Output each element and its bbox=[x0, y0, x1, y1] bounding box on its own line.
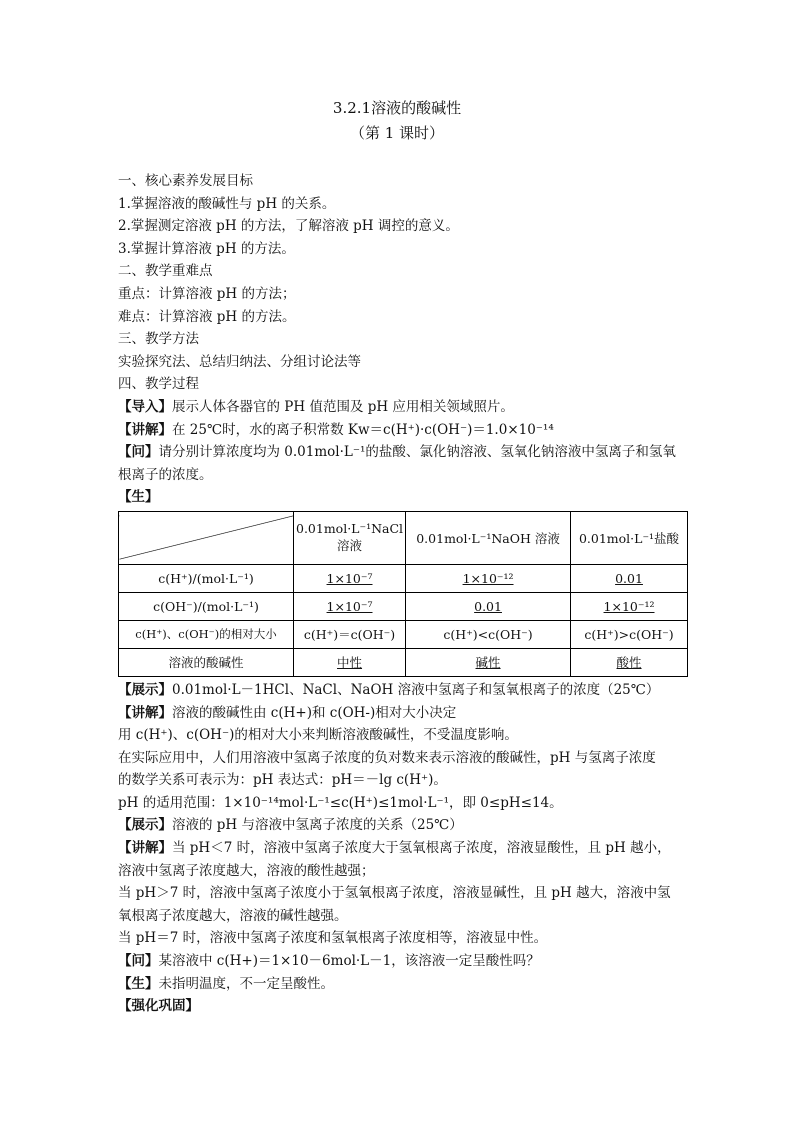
table-header: 0.01mol·L⁻¹NaOH 溶液 bbox=[406, 511, 571, 564]
table-cell: 1×10⁻⁷ bbox=[294, 592, 406, 620]
table-header: 0.01mol·L⁻¹盐酸 bbox=[571, 511, 688, 564]
table-cell: c(H⁺)<c(OH⁻) bbox=[406, 620, 571, 648]
text-line: 当 pH＞7 时，溶液中氢离子浓度小于氢氧根离子浓度，溶液显碱性，且 pH 越大，溶液中氢 bbox=[118, 885, 671, 902]
text-line: 1.掌握溶液的酸碱性与 pH 的关系。 bbox=[118, 195, 336, 212]
section-tag: 【展示】 bbox=[118, 817, 172, 834]
table-row bbox=[119, 564, 688, 592]
section-tag: 【生】 bbox=[118, 975, 159, 992]
section-text: 展示人体各器官的 PH 值范围及 pH 应用相关领域照片。 bbox=[172, 398, 514, 415]
section-daoru bbox=[118, 396, 688, 419]
page-subtitle: （第 1 课时） bbox=[349, 124, 445, 142]
concentration-table bbox=[118, 511, 688, 677]
section-tag: 【讲解】 bbox=[118, 704, 172, 721]
row-label: c(H⁺)、c(OH⁻)的相对大小 bbox=[119, 620, 294, 648]
document-body bbox=[118, 170, 688, 1018]
table-header-row bbox=[119, 511, 688, 564]
section-text: 0.01mol·L－1HCl、NaCl、NaOH 溶液中氢离子和氢氧根离子的浓度（25℃） bbox=[172, 681, 660, 698]
section-text: 未指明温度，不一定呈酸性。 bbox=[158, 975, 334, 992]
table-cell: 酸性 bbox=[571, 648, 688, 676]
section-sheng bbox=[118, 486, 688, 509]
table-cell: 碱性 bbox=[406, 648, 571, 676]
section-tag: 【强化巩固】 bbox=[118, 998, 199, 1015]
section-zhanshi bbox=[118, 679, 688, 702]
text-line: 一、核心素养发展目标 bbox=[118, 173, 253, 189]
text-line: 的数学关系可表示为：pH 表达式：pH＝－lg c(H⁺)。 bbox=[118, 772, 447, 789]
table-cell: 1×10⁻⁷ bbox=[294, 564, 406, 592]
table-cell: 1×10⁻¹² bbox=[406, 564, 571, 592]
section-text: 请分别计算浓度均为 0.01mol·L⁻¹的盐酸、氯化钠溶液、氢氧化钠溶液中氢离子和氢氧根离子的浓度。 bbox=[118, 444, 676, 483]
table-row bbox=[119, 592, 688, 620]
text-line: 难点：计算溶液 pH 的方法。 bbox=[118, 308, 296, 325]
text-line: 2.掌握测定溶液 pH 的方法，了解溶液 pH 调控的意义。 bbox=[118, 218, 459, 235]
table-row bbox=[119, 648, 688, 676]
text-line: 氧根离子浓度越大，溶液的碱性越强。 bbox=[118, 907, 348, 924]
section-text: 某溶液中 c(H+)＝1×10－6mol·L－1，该溶液一定呈酸性吗？ bbox=[158, 953, 540, 970]
section-jiangjie bbox=[118, 419, 688, 442]
section-tag: 【生】 bbox=[118, 489, 159, 506]
section-tag: 【展示】 bbox=[118, 681, 172, 698]
text-line: 四、教学过程 bbox=[118, 376, 199, 393]
section-jiangjie bbox=[118, 837, 688, 860]
section-text: 在 25℃时，水的离子积常数 Kw＝c(H⁺)·c(OH⁻)＝1.0×10⁻¹⁴ bbox=[172, 421, 554, 438]
text-line: 二、教学重难点 bbox=[118, 263, 213, 280]
text-line: 重点：计算溶液 pH 的方法； bbox=[118, 285, 296, 302]
text-line: 三、教学方法 bbox=[118, 331, 199, 348]
section-tag: 【问】 bbox=[118, 444, 159, 461]
table-cell: 0.01 bbox=[571, 564, 688, 592]
text-line: 用 c(H⁺)、c(OH⁻)的相对大小来判断溶液酸碱性，不受温度影响。 bbox=[118, 727, 518, 744]
section-wen bbox=[118, 441, 688, 486]
section-jiangjie bbox=[118, 702, 688, 725]
text-line: 3.掌握计算溶液 pH 的方法。 bbox=[118, 240, 295, 257]
section-tag: 【讲解】 bbox=[118, 840, 172, 857]
section-wen bbox=[118, 950, 688, 973]
section-sheng bbox=[118, 973, 688, 996]
section-tag: 【讲解】 bbox=[118, 421, 172, 438]
row-label: 溶液的酸碱性 bbox=[119, 648, 294, 676]
section-text: 当 pH＜7 时，溶液中氢离子浓度大于氢氧根离子浓度，溶液显酸性，且 pH 越小， bbox=[172, 840, 671, 857]
table-cell: 1×10⁻¹² bbox=[571, 592, 688, 620]
text-line: 溶液中氢离子浓度越大，溶液的酸性越强； bbox=[118, 862, 375, 879]
text-line: 实验探究法、总结归纳法、分组讨论法等 bbox=[118, 353, 361, 370]
section-zhanshi bbox=[118, 814, 688, 837]
table-row bbox=[119, 620, 688, 648]
section-text: 溶液的 pH 与溶液中氢离子浓度的关系（25℃） bbox=[172, 817, 463, 834]
row-label: c(OH⁻)/(mol·L⁻¹) bbox=[119, 592, 294, 620]
text-line: 当 pH＝7 时，溶液中氢离子浓度和氢氧根离子浓度相等，溶液显中性。 bbox=[118, 930, 548, 947]
section-tag: 【问】 bbox=[118, 953, 159, 970]
table-header: 0.01mol·L⁻¹NaCl 溶液 bbox=[294, 511, 406, 564]
table-cell: c(H⁺)>c(OH⁻) bbox=[571, 620, 688, 648]
text-line: 在实际应用中，人们用溶液中氢离子浓度的负对数来表示溶液的酸碱性，pH 与氢离子浓度 bbox=[118, 749, 656, 766]
page-title: 3.2.1溶液的酸碱性 bbox=[332, 99, 462, 117]
section-text: 溶液的酸碱性由 c(H+)和 c(OH-)相对大小决定 bbox=[172, 704, 457, 721]
text-line: pH 的适用范围：1×10⁻¹⁴mol·L⁻¹≤c(H⁺)≤1mol·L⁻¹，即 0≤pH≤14。 bbox=[118, 794, 563, 811]
table-cell: 0.01 bbox=[406, 592, 571, 620]
section-tag: 【导入】 bbox=[118, 398, 172, 415]
table-cell: 中性 bbox=[294, 648, 406, 676]
diagonal-header-cell bbox=[119, 511, 294, 564]
section-qianghua bbox=[118, 995, 688, 1018]
table-cell: c(H⁺)＝c(OH⁻) bbox=[294, 620, 406, 648]
row-label: c(H⁺)/(mol·L⁻¹) bbox=[119, 564, 294, 592]
